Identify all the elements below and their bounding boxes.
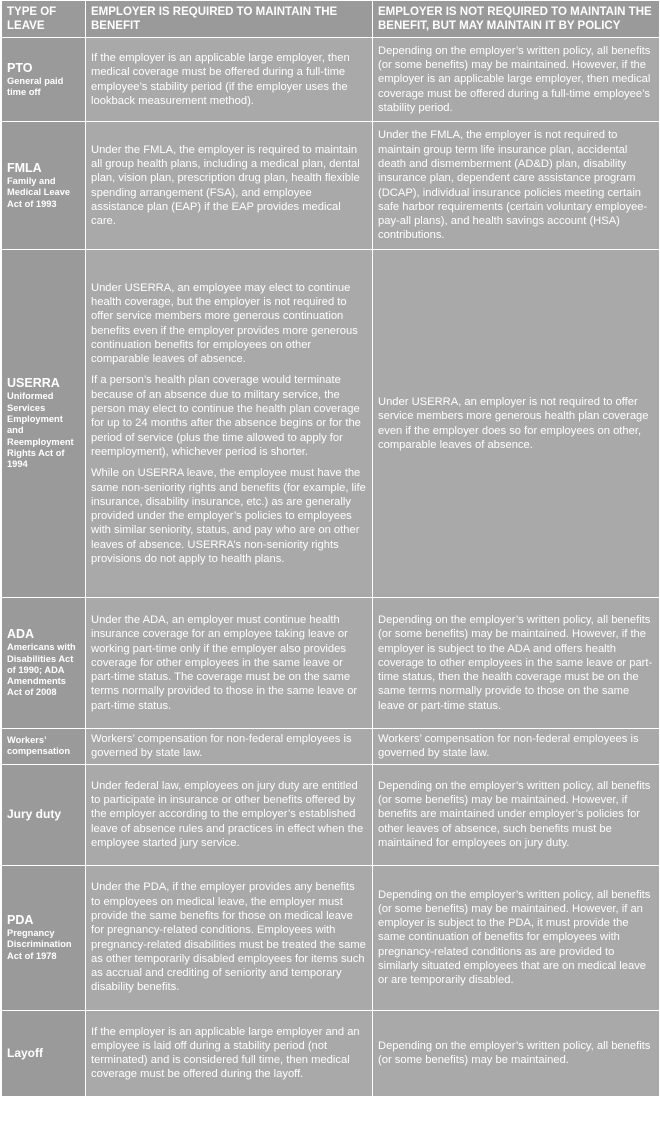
leave-type-cell — [2, 865, 86, 1010]
required-text: Under federal law, employees on jury duty are entitled to participate in insurance or other benefits offered by the employer according to the employer’s established leave of absence rules and practices in effect when the employee started jury service. — [91, 779, 364, 850]
not-required-cell — [373, 38, 660, 122]
leave-benefits-table — [1, 0, 660, 1097]
leave-title: ADA — [7, 627, 35, 642]
required-cell — [86, 764, 373, 865]
header-type-of-leave: TYPE OF LEAVE — [2, 1, 86, 38]
leave-title: Layoff — [7, 1045, 43, 1060]
not-required-text: Depending on the employer’s written policy, all benefits (or some benefits) may be maintained. However, if the employer is an applicable large employer, then medical coverage must be offered during a full-time employee’s stability period. — [378, 44, 651, 114]
not-required-text: Depending on the employer’s written policy, all benefits (or some benefits) may be maintained. — [378, 1039, 651, 1067]
not-required-cell — [373, 865, 660, 1010]
leave-subtitle: Uniformed Services Employment and Reemployment Rights Act of 1994 — [7, 391, 74, 470]
required-text: Under the FMLA, the employer is required to maintain all group health plans, including a medical plan, dental plan, vision plan, prescription drug plan, health flexible spending arrangement (FSA), and employee assistance plan (EAP) if the EAP provides medical care. — [91, 143, 360, 228]
required-cell — [86, 1010, 373, 1096]
leave-type-cell — [2, 729, 86, 765]
leave-subtitle: Family and Medical Leave Act of 1993 — [7, 176, 71, 209]
required-cell — [86, 729, 373, 765]
header-not-required: EMPLOYER IS NOT REQUIRED TO MAINTAIN THE BENEFIT, BUT MAY MAINTAIN IT BY POLICY — [373, 1, 660, 38]
leave-title: Jury duty — [7, 807, 62, 822]
leave-type-cell — [2, 598, 86, 729]
not-required-text: Workers’ compensation for non-federal employees is governed by state law. — [378, 733, 639, 760]
table-row — [2, 764, 660, 865]
not-required-cell — [373, 250, 660, 598]
not-required-text: Under USERRA, an employer is not required to offer service members more generous health plan coverage even if the employer does so for employees on other, comparable leaves of absence. — [378, 395, 649, 451]
required-cell — [86, 250, 373, 598]
table-header-row — [2, 1, 660, 38]
table-row — [2, 598, 660, 729]
leave-type-cell — [2, 764, 86, 865]
required-text: Under the ADA, an employer must continue health insurance coverage for an employee taking leave or working part-time only if the employer also provides coverage for other employees in the same leave or part-time status. The coverage must be on the same terms normally provided to those in the same leave or part-time status. — [91, 613, 358, 712]
not-required-text: Depending on the employer’s written policy, all benefits (or some benefits) may be maintained. However, if an employer is subject to the PDA, it must provide the same continuation of benefits for employees with pregnancy-related conditions as are provided to similarly situated employees that are on medical leave or are temporarily disabled. — [378, 888, 651, 987]
leave-type-cell — [2, 250, 86, 598]
required-cell — [86, 122, 373, 250]
table-row — [2, 1010, 660, 1096]
required-text: Under the PDA, if the employer provides any benefits to employees on medical leave, the employer must provide the same benefits for those on medical leave for pregnancy-related conditions. Employees with pregnancy-related disabilities must be treated the same as other temporarily disabled employees for items such as accrual and crediting of seniority and temporary disability benefits. — [91, 881, 366, 994]
not-required-text: Under the FMLA, the employer is not required to maintain group term life insurance plan, accidental death and dismemberment (AD&D) plan, disability insurance plan, dependent care assistance program (DCAP), individual insurance policies meeting certain safe harbor requirements (certain voluntary employee-pay-all plans), and health savings account (HSA) contributions. — [378, 129, 648, 242]
not-required-cell — [373, 729, 660, 765]
table-row — [2, 865, 660, 1010]
header-required: EMPLOYER IS REQUIRED TO MAINTAIN THE BENEFIT — [86, 1, 373, 38]
leave-title: FMLA — [7, 161, 42, 176]
required-text: Under USERRA, an employee may elect to continue health coverage, but the employer is not required to offer service members more generous continuation benefits even if the employer provides more generous continuation benefits for employees on other comparable leaves of absence. — [91, 281, 358, 366]
table-row — [2, 38, 660, 122]
not-required-text: Depending on the employer’s written policy, all benefits (or some benefits) may be maintained. However, if benefits are maintained under employer’s policies for other leaves of absence, such benefits must be maintained for employees on jury duty. — [378, 779, 651, 850]
not-required-cell — [373, 598, 660, 729]
leave-title: PDA — [7, 913, 34, 928]
leave-title: PTO — [7, 60, 33, 75]
leave-type-cell — [2, 1010, 86, 1096]
table-row — [2, 122, 660, 250]
required-text: While on USERRA leave, the employee must have the same non-seniority rights and benefits (for example, life insurance, disability insurance, etc.) as are generally provided under the employer’s policies to employees with similar seniority, status, and pay who are on other leaves of absence. USERRA’s non-seniority rights provisions do not apply to health plans. — [91, 467, 366, 566]
leave-title: USERRA — [7, 376, 60, 391]
leave-subtitle: Workers’ compensation — [7, 735, 71, 757]
not-required-cell — [373, 764, 660, 865]
not-required-cell — [373, 1010, 660, 1096]
required-cell — [86, 598, 373, 729]
required-cell — [86, 865, 373, 1010]
leave-subtitle: Americans with Disabilities Act of 1990; ADA Amendments Act of 2008 — [7, 642, 76, 698]
table-row — [2, 729, 660, 765]
leave-type-cell — [2, 122, 86, 250]
required-cell — [86, 38, 373, 122]
not-required-text: Depending on the employer’s written policy, all benefits (or some benefits) may be maintained. However, if the employer is subject to the ADA and offers health coverage to other employees in the same leave or part-time status, then the health coverage must be on the same terms normally provide to those on the same leave or part-time status. — [378, 613, 653, 712]
leave-subtitle: General paid time off — [7, 75, 64, 97]
not-required-cell — [373, 122, 660, 250]
required-text: If the employer is an applicable large employer and an employee is laid off during a stability period (not terminated) and is considered full time, then medical coverage must be offered during the layoff. — [91, 1025, 360, 1081]
required-text: If the employer is an applicable large employer, then medical coverage must be offered during a full-time employee’s stability period (if the employer uses the lookback measurement method). — [91, 51, 350, 107]
leave-type-cell — [2, 38, 86, 122]
leave-subtitle: Pregnancy Discrimination Act of 1978 — [7, 928, 72, 961]
required-text: Workers’ compensation for non-federal employees is governed by state law. — [91, 733, 352, 760]
required-text: If a person’s health plan coverage would terminate because of an absence due to military service, the person may elect to continue the health plan coverage for up to 24 months after the absence begins or for the period of service (plus the time allowed to apply for reemployment), whichever period is shorter. — [91, 374, 361, 458]
table-row — [2, 250, 660, 598]
